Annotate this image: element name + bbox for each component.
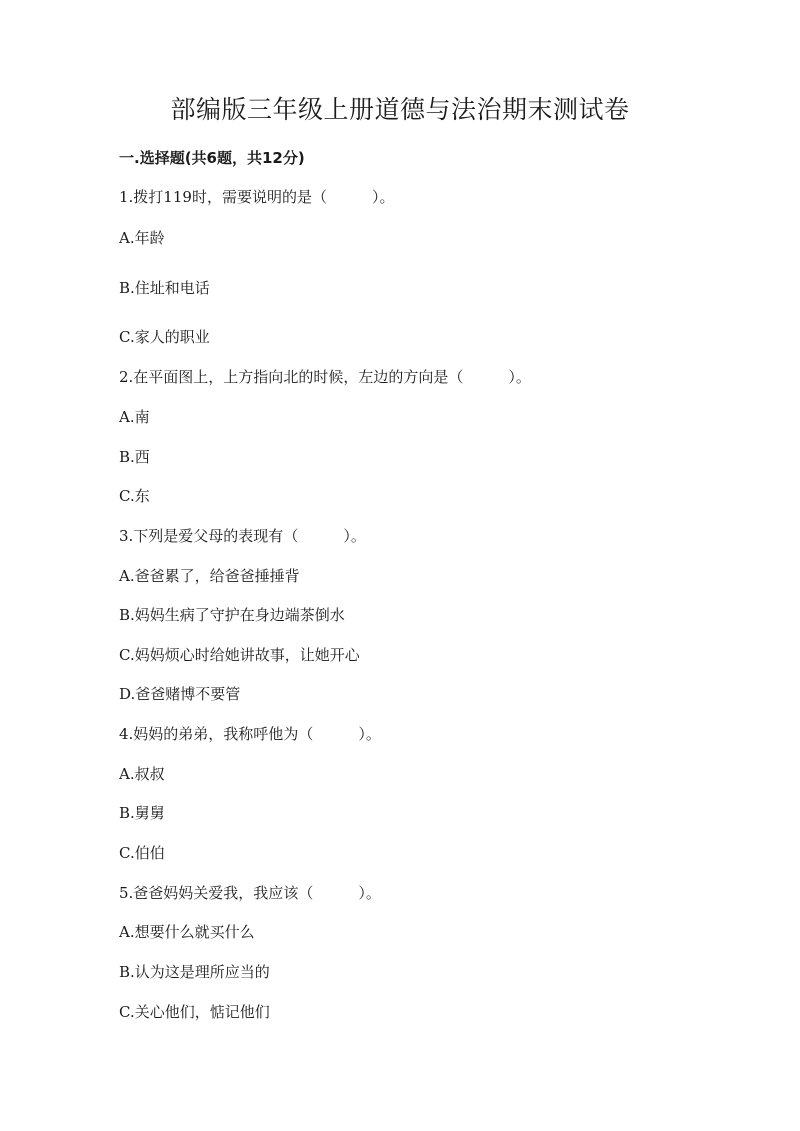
section-heading: 一.选择题(共6题，共12分)	[119, 149, 305, 167]
question-5-option-c: C.关心他们，惦记他们	[119, 1003, 270, 1021]
question-3-stem: 3.下列是爱父母的表现有（ ）。	[119, 527, 366, 545]
question-4-stem: 4.妈妈的弟弟，我称呼他为（ ）。	[119, 725, 381, 743]
question-5-option-a: A.想要什么就买什么	[119, 923, 255, 941]
question-1-option-c: C.家人的职业	[119, 328, 210, 346]
question-2-option-c: C.东	[119, 487, 150, 505]
question-4-option-b: B.舅舅	[119, 804, 165, 822]
question-2-option-a: A.南	[119, 408, 150, 426]
question-5-stem: 5.爸爸妈妈关爱我，我应该（ ）。	[119, 884, 381, 902]
question-2-stem: 2.在平面图上，上方指向北的时候，左边的方向是（ ）。	[119, 368, 531, 386]
question-1-option-a: A.年龄	[119, 229, 165, 247]
question-2-option-b: B.西	[119, 448, 150, 466]
question-4-option-c: C.伯伯	[119, 844, 165, 862]
question-5-option-b: B.认为这是理所应当的	[119, 963, 270, 981]
question-3-option-d: D.爸爸赌博不要管	[119, 685, 241, 703]
question-3-option-a: A.爸爸累了，给爸爸捶捶背	[119, 567, 300, 585]
question-3-option-b: B.妈妈生病了守护在身边端茶倒水	[119, 606, 345, 624]
question-1-option-b: B.住址和电话	[119, 279, 210, 297]
page-title: 部编版三年级上册道德与法治期末测试卷	[170, 95, 630, 124]
question-1-stem: 1.拨打119时，需要说明的是（ ）。	[119, 188, 395, 206]
question-4-option-a: A.叔叔	[119, 765, 165, 783]
question-3-option-c: C.妈妈烦心时给她讲故事，让她开心	[119, 646, 360, 664]
